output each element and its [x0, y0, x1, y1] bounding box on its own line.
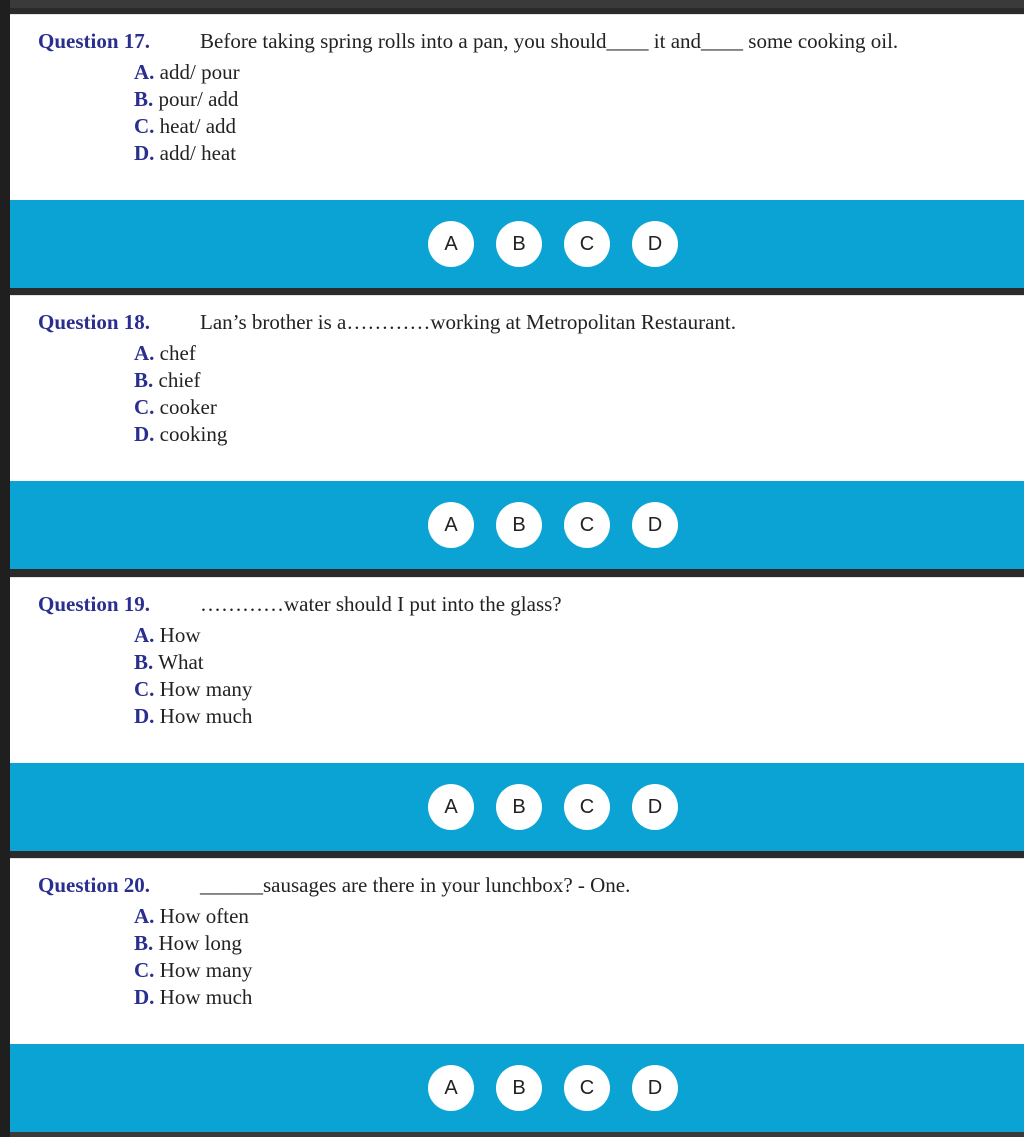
answer-button-a[interactable]: A	[428, 1065, 474, 1111]
question-card-19	[10, 577, 1024, 764]
answer-bar-18	[10, 481, 1024, 569]
question-text: Lan’s brother is a…………working at Metropolitan Restaurant.	[200, 310, 736, 334]
answer-bar-20	[10, 1044, 1024, 1132]
option-c: C. heat/ add	[134, 114, 237, 138]
answer-button-c[interactable]: C	[564, 1065, 610, 1111]
answer-button-a[interactable]: A	[428, 784, 474, 830]
option-d: D. add/ heat	[134, 141, 237, 165]
answer-button-d[interactable]: D	[632, 1065, 678, 1111]
option-b: B. chief	[134, 368, 201, 392]
answer-button-c[interactable]: C	[564, 784, 610, 830]
option-c: C. cooker	[134, 395, 217, 419]
answer-button-b[interactable]: B	[496, 221, 542, 267]
option-b: B. What	[134, 650, 204, 674]
options-list	[134, 622, 252, 730]
window-top-edge	[0, 0, 1024, 8]
option-c: C. How many	[134, 958, 253, 982]
answer-button-c[interactable]: C	[564, 221, 610, 267]
answer-button-d[interactable]: D	[632, 502, 678, 548]
option-a: A. chef	[134, 341, 196, 365]
question-number: Question 18.	[38, 310, 151, 334]
option-d: D. How much	[134, 985, 253, 1009]
answer-button-b[interactable]: B	[496, 784, 542, 830]
answer-bar-17	[10, 200, 1024, 288]
option-a: A. How	[134, 623, 201, 647]
options-list	[134, 340, 227, 448]
answer-button-c[interactable]: C	[564, 502, 610, 548]
answer-button-a[interactable]: A	[428, 221, 474, 267]
option-d: D. How much	[134, 704, 253, 728]
answer-button-b[interactable]: B	[496, 1065, 542, 1111]
question-number: Question 20.	[38, 873, 151, 897]
question-card-17	[10, 14, 1024, 201]
option-a: A. How often	[134, 904, 249, 928]
answer-button-d[interactable]: D	[632, 221, 678, 267]
answer-bar-19	[10, 763, 1024, 851]
window-left-edge	[0, 0, 10, 1137]
option-b: B. How long	[134, 931, 242, 955]
option-d: D. cooking	[134, 422, 228, 446]
options-list	[134, 59, 240, 167]
question-card-20	[10, 858, 1024, 1045]
option-b: B. pour/ add	[134, 87, 239, 111]
option-c: C. How many	[134, 677, 253, 701]
window-bottom-edge	[10, 1132, 1024, 1137]
answer-button-d[interactable]: D	[632, 784, 678, 830]
question-number: Question 17.	[38, 29, 151, 53]
question-text: …………water should I put into the glass?	[200, 592, 562, 616]
option-a: A. add/ pour	[134, 60, 240, 84]
question-card-18	[10, 295, 1024, 482]
answer-button-b[interactable]: B	[496, 502, 542, 548]
options-list	[134, 903, 252, 1011]
question-text: Before taking spring rolls into a pan, you should____ it and____ some cooking oil.	[200, 29, 899, 53]
question-text: ______sausages are there in your lunchbox? - One.	[200, 873, 631, 897]
question-number: Question 19.	[38, 592, 151, 616]
answer-button-a[interactable]: A	[428, 502, 474, 548]
